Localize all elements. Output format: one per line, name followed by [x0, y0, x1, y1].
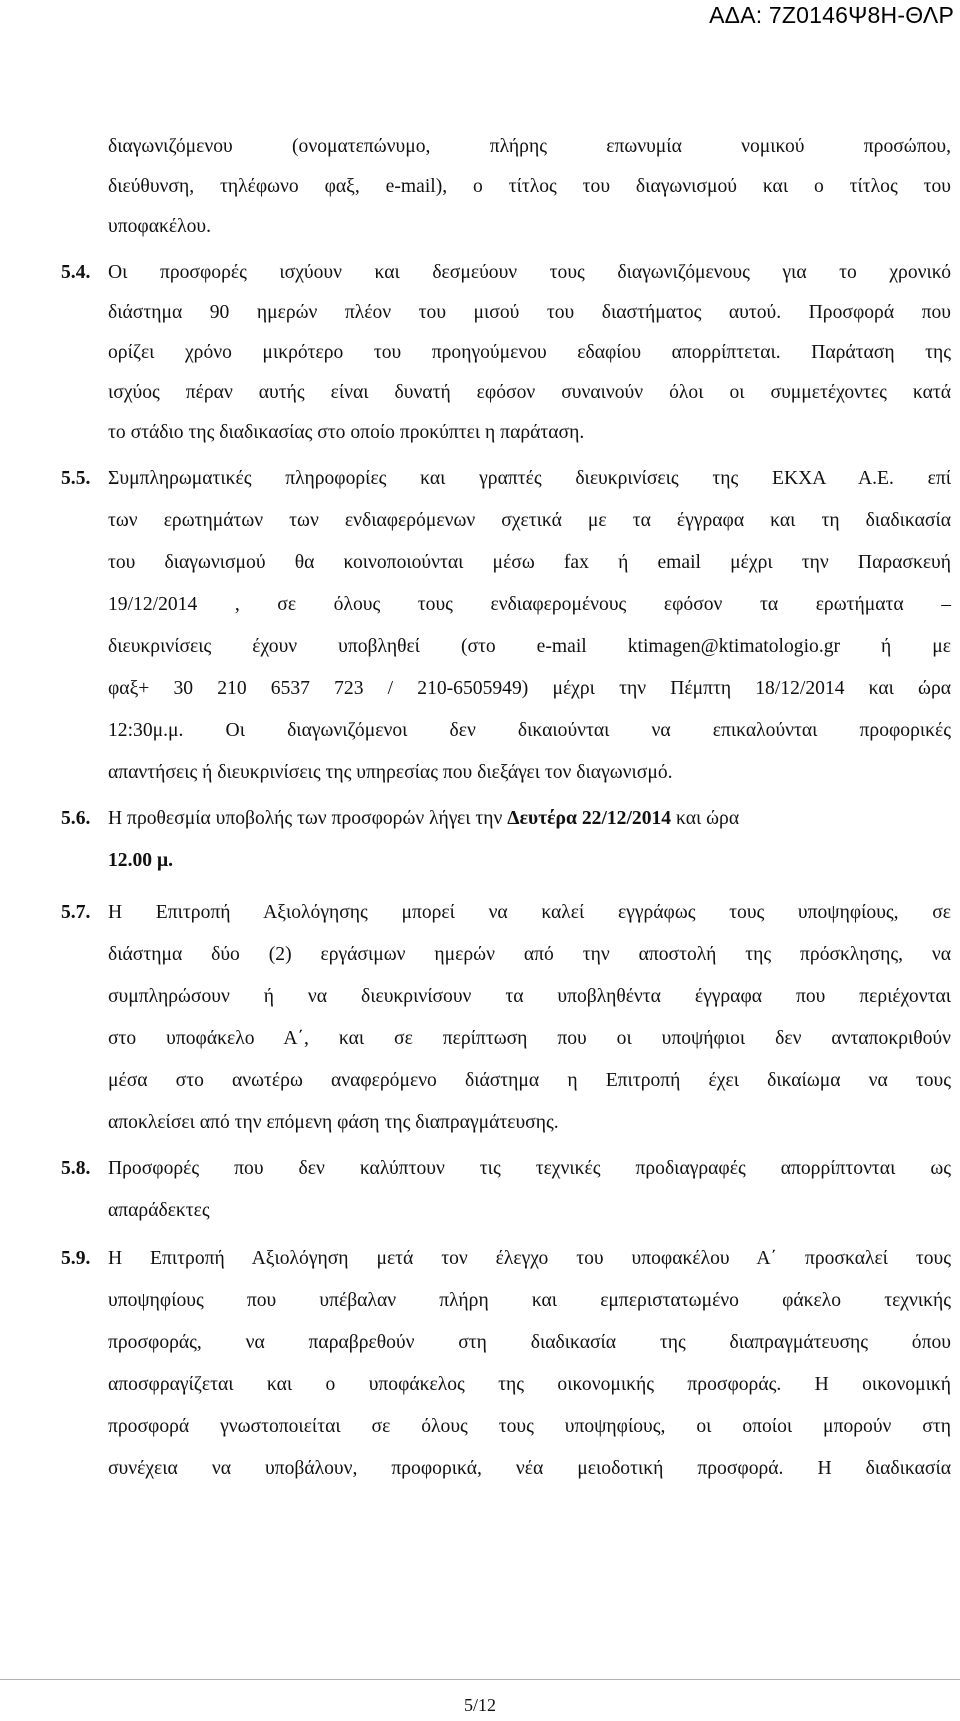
paragraph-line: Συμπληρωματικές πληροφορίες και γραπτές διευκρινίσεις της ΕΚΧΑ Α.Ε. επί — [108, 468, 951, 489]
intro-line: διαγωνιζόμενου (ονοματεπώνυμο, πλήρης επωνυμία νομικού προσώπου, — [108, 136, 951, 157]
paragraph-line: Οι προσφορές ισχύουν και δεσμεύουν τους διαγωνιζόμενους για το χρονικό — [108, 262, 951, 283]
intro-line: υποφακέλου. — [108, 216, 211, 237]
paragraph-line: ισχύος πέραν αυτής είναι δυνατή εφόσον συναινούν όλοι οι συμμετέχοντες κατά — [108, 382, 951, 403]
paragraph-line: διάστημα δύο (2) εργάσιμων ημερών από την αποστολή της πρόσκλησης, να — [108, 944, 951, 965]
section-number-5-8: 5.8. — [61, 1158, 91, 1179]
footer-divider — [0, 1679, 960, 1680]
paragraph-line: διάστημα 90 ημερών πλέον του μισού του διαστήματος αυτού. Προσφορά που — [108, 302, 951, 323]
paragraph-line: προσφοράς, να παραβρεθούν στη διαδικασία της διαπραγμάτευσης όπου — [108, 1332, 951, 1353]
paragraph-line: απαράδεκτες — [108, 1200, 210, 1221]
deadline-line — [108, 806, 951, 832]
ada-identifier: ΑΔΑ: 7Ζ0146Ψ8Η-ΘΛΡ — [709, 2, 954, 28]
paragraph-line: αποσφραγίζεται και ο υποφάκελος της οικονομικής προσφοράς. Η οικονομική — [108, 1374, 951, 1395]
paragraph-line: Η Επιτροπή Αξιολόγηση μετά τον έλεγχο του υποφακέλου Α΄ προσκαλεί τους — [108, 1248, 951, 1269]
paragraph-line: απαντήσεις ή διευκρινίσεις της υπηρεσίας που διεξάγει τον διαγωνισμό. — [108, 762, 673, 783]
paragraph-line: φαξ+ 30 210 6537 723 / 210-6505949) μέχρι την Πέμπτη 18/12/2014 και ώρα — [108, 678, 951, 699]
deadline-date: Δευτέρα 22/12/2014 — [507, 808, 672, 829]
intro-line: διεύθυνση, τηλέφωνο φαξ, e-mail), ο τίτλος του διαγωνισμού και ο τίτλος του — [108, 176, 951, 197]
section-number-5-5: 5.5. — [61, 468, 91, 489]
deadline-time-line — [108, 848, 951, 874]
paragraph-line: των ερωτημάτων των ενδιαφερόμενων σχετικά με τα έγγραφα και τη διαδικασία — [108, 510, 951, 531]
paragraph-line: συνέχεια να υποβάλουν, προφορικά, νέα μειοδοτική προσφορά. Η διαδικασία — [108, 1458, 951, 1479]
section-number-5-4: 5.4. — [61, 262, 91, 283]
section-number-5-6: 5.6. — [61, 808, 91, 829]
paragraph-line: Η Επιτροπή Αξιολόγησης μπορεί να καλεί εγγράφως τους υποψηφίους, σε — [108, 902, 951, 923]
section-number-5-7: 5.7. — [61, 902, 91, 923]
paragraph-line: στο υποφάκελο Α΄, και σε περίπτωση που οι υποψήφιοι δεν ανταποκριθούν — [108, 1028, 951, 1049]
paragraph-line: προσφορά γνωστοποιείται σε όλους τους υποψηφίους, οι οποίοι μπορούν στη — [108, 1416, 951, 1437]
deadline-text-after: και ώρα — [671, 808, 740, 829]
paragraph-line: μέσα στο ανωτέρω αναφερόμενο διάστημα η Επιτροπή έχει δικαίωμα να τους — [108, 1070, 951, 1091]
paragraph-line: Προσφορές που δεν καλύπτουν τις τεχνικές προδιαγραφές απορρίπτονται ως — [108, 1158, 951, 1179]
paragraph-line: του διαγωνισμού θα κοινοποιούνται μέσω fax ή email μέχρι την Παρασκευή — [108, 552, 951, 573]
paragraph-line: το στάδιο της διαδικασίας στο οποίο προκύπτει η παράταση. — [108, 422, 585, 443]
paragraph-line: 12:30μ.μ. Οι διαγωνιζόμενοι δεν δικαιούνται να επικαλούνται προφορικές — [108, 720, 951, 741]
paragraph-line: συμπληρώσουν ή να διευκρινίσουν τα υποβληθέντα έγγραφα που περιέχονται — [108, 986, 951, 1007]
paragraph-line: ορίζει χρόνο μικρότερο του προηγούμενου εδαφίου απορρίπτεται. Παράταση της — [108, 342, 951, 363]
deadline-time: 12.00 μ. — [108, 850, 173, 871]
deadline-text: Η προθεσμία υποβολής των προσφορών λήγει την — [108, 808, 508, 829]
paragraph-line: αποκλείσει από την επόμενη φάση της διαπραγμάτευσης. — [108, 1112, 559, 1133]
paragraph-line: υποψηφίους που υπέβαλαν πλήρη και εμπεριστατωμένο φάκελο τεχνικής — [108, 1290, 951, 1311]
paragraph-line: διευκρινίσεις έχουν υποβληθεί (στο e-mail ktimagen@ktimatologio.gr ή με — [108, 636, 951, 657]
page-number: 5/12 — [463, 1695, 496, 1715]
paragraph-line: 19/12/2014 , σε όλους τους ενδιαφερομένους εφόσον τα ερωτήματα – — [108, 594, 951, 615]
section-number-5-9: 5.9. — [61, 1248, 91, 1269]
